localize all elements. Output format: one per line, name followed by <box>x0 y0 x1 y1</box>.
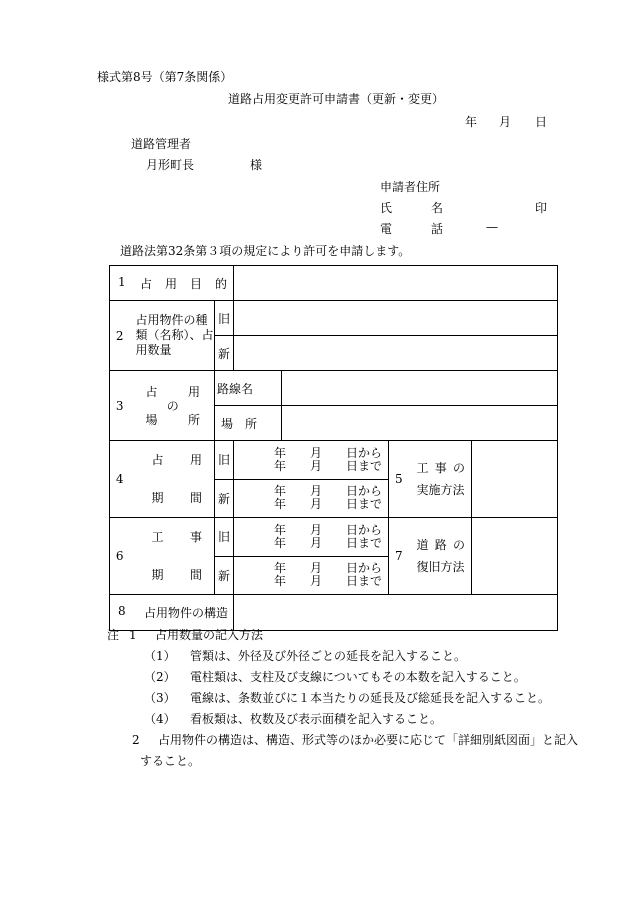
form-number: 様式第8号（第7条関係） <box>97 70 233 84</box>
day-to-unit: 日まで <box>346 458 383 473</box>
purpose-label-cell <box>110 266 234 301</box>
label-char: 道 <box>416 538 429 552</box>
note-num: 1 <box>129 628 137 642</box>
occupation-period-label <box>130 441 215 518</box>
seal-mark: 印 <box>535 201 548 215</box>
month-unit: 月 <box>310 458 323 473</box>
name-label-2: 名 <box>431 201 444 215</box>
label-char: 占 <box>145 384 158 399</box>
new-label: 新 <box>215 556 234 595</box>
date-year: 年 <box>465 115 478 129</box>
structure-label: 占用物件の構造 <box>144 606 229 620</box>
place-value[interactable] <box>282 406 558 441</box>
note-item-1: 占用数量の記入方法 <box>155 628 264 642</box>
construction-method-value[interactable] <box>472 441 558 518</box>
day-to-unit: 日まで <box>346 497 383 512</box>
row-purpose <box>110 266 558 301</box>
label-char: 事 <box>189 530 202 544</box>
notes-section <box>107 625 578 772</box>
month-unit: 月 <box>310 484 323 499</box>
label-char: 期 <box>151 491 164 505</box>
phone-dash: — <box>486 220 498 234</box>
day-from-unit: 日から <box>346 484 383 499</box>
label-char: 用 <box>189 453 202 467</box>
label-text: 実施方法 <box>416 483 465 497</box>
restoration-method-value[interactable] <box>472 518 558 595</box>
year-unit: 年 <box>274 484 287 499</box>
label-char: 所 <box>187 412 200 427</box>
sub-num: （3） <box>144 691 176 705</box>
row-num-7: 7 <box>389 518 409 595</box>
day-from-unit: 日から <box>346 445 383 460</box>
month-unit: 月 <box>310 497 323 512</box>
year-unit: 年 <box>274 522 287 537</box>
day-from-unit: 日から <box>346 522 383 537</box>
label-char: 間 <box>189 568 202 582</box>
label-text: 復旧方法 <box>416 560 465 574</box>
sub-num: （4） <box>144 712 176 726</box>
label-char: 占 <box>151 453 164 467</box>
label-char: 場 <box>221 416 234 431</box>
honorific: 様 <box>250 158 263 172</box>
year-unit: 年 <box>274 497 287 512</box>
application-table <box>109 265 558 631</box>
label-char: の <box>453 461 466 475</box>
label-char: 用 <box>187 384 200 399</box>
label-char: 場 <box>145 412 158 427</box>
label-char: 的 <box>215 276 228 291</box>
note-item-2: 占用物件の構造は、構造、形式等のほか必要に応じて「詳細別紙図面」と記入 <box>158 733 579 747</box>
place-label <box>215 406 282 441</box>
new-label: 新 <box>215 479 234 518</box>
restoration-method-label <box>409 518 472 595</box>
sub-num: （1） <box>144 649 176 663</box>
month-unit: 月 <box>310 574 323 589</box>
applicant-address-label: 申請者住所 <box>380 180 441 194</box>
year-unit: 年 <box>274 561 287 576</box>
page-title: 道路占用変更許可申請書（更新・変更） <box>228 92 445 106</box>
label-char: 工 <box>416 461 429 475</box>
route-name-label: 路線名 <box>215 371 282 406</box>
occupied-object-label: 占用物件の種類（名称）、占用数量 <box>130 301 215 371</box>
mayor-label: 月形町長 <box>146 158 195 172</box>
label-char: 路 <box>434 538 447 552</box>
old-label: 旧 <box>215 301 234 336</box>
label-char: 用 <box>165 276 178 291</box>
label-char: 所 <box>244 416 257 431</box>
date-day: 日 <box>535 115 548 129</box>
row-num-3: 3 <box>110 371 130 441</box>
old-label: 旧 <box>215 518 234 557</box>
construction-period-old[interactable] <box>234 518 389 557</box>
phone-label-2: 話 <box>431 222 444 236</box>
road-manager-label: 道路管理者 <box>131 137 192 151</box>
day-to-unit: 日まで <box>346 574 383 589</box>
occupied-object-old-cell[interactable] <box>234 301 558 336</box>
note-item-2-cont: すること。 <box>140 754 201 768</box>
year-unit: 年 <box>274 574 287 589</box>
purpose-value-cell[interactable] <box>234 266 558 301</box>
label-char: 事 <box>434 461 447 475</box>
occupation-period-old[interactable] <box>234 441 389 480</box>
intro-text: 道路法第32条第３項の規定により許可を申請します。 <box>120 244 411 258</box>
construction-period-new[interactable] <box>234 556 389 595</box>
row-num-4: 4 <box>110 441 130 518</box>
note-prefix: 注 <box>107 628 120 642</box>
route-name-value[interactable] <box>282 371 558 406</box>
occupied-object-new-cell[interactable] <box>234 336 558 371</box>
label-char: 工 <box>151 530 164 544</box>
label-char: 間 <box>189 491 202 505</box>
sub-note: 電線は、条数並びに１本当たりの延長及び総延長を記入すること。 <box>190 691 551 705</box>
day-from-unit: 日から <box>346 561 383 576</box>
year-unit: 年 <box>274 535 287 550</box>
location-label <box>130 371 215 441</box>
year-unit: 年 <box>274 445 287 460</box>
phone-label-1: 電 <box>380 222 393 236</box>
day-to-unit: 日まで <box>346 535 383 550</box>
row-num-5: 5 <box>389 441 409 518</box>
sub-num: （2） <box>144 670 176 684</box>
occupation-period-new[interactable] <box>234 479 389 518</box>
label-char: の <box>453 538 466 552</box>
month-unit: 月 <box>310 535 323 550</box>
sub-note: 電柱類は、支柱及び支線についてもその本数を記入すること。 <box>190 670 526 684</box>
old-label: 旧 <box>215 441 234 480</box>
row-num-6: 6 <box>110 518 130 595</box>
row-num-2: 2 <box>110 301 130 371</box>
year-unit: 年 <box>274 458 287 473</box>
date-month: 月 <box>499 115 512 129</box>
label-char: 期 <box>151 568 164 582</box>
new-label: 新 <box>215 336 234 371</box>
sub-note: 看板類は、枚数及び表示面積を記入すること。 <box>190 712 443 726</box>
construction-period-label <box>130 518 215 595</box>
month-unit: 月 <box>310 522 323 537</box>
construction-method-label <box>409 441 472 518</box>
name-label-1: 氏 <box>380 201 393 215</box>
label-char: 占 <box>140 276 153 291</box>
note-num: 2 <box>132 733 140 747</box>
label-char: の <box>166 398 179 413</box>
label-char: 目 <box>190 276 203 291</box>
row-num: 8 <box>118 604 126 618</box>
month-unit: 月 <box>310 445 323 460</box>
month-unit: 月 <box>310 561 323 576</box>
row-num: 1 <box>118 274 126 289</box>
sub-note: 管類は、外径及び外径ごとの延長を記入すること。 <box>190 649 467 663</box>
